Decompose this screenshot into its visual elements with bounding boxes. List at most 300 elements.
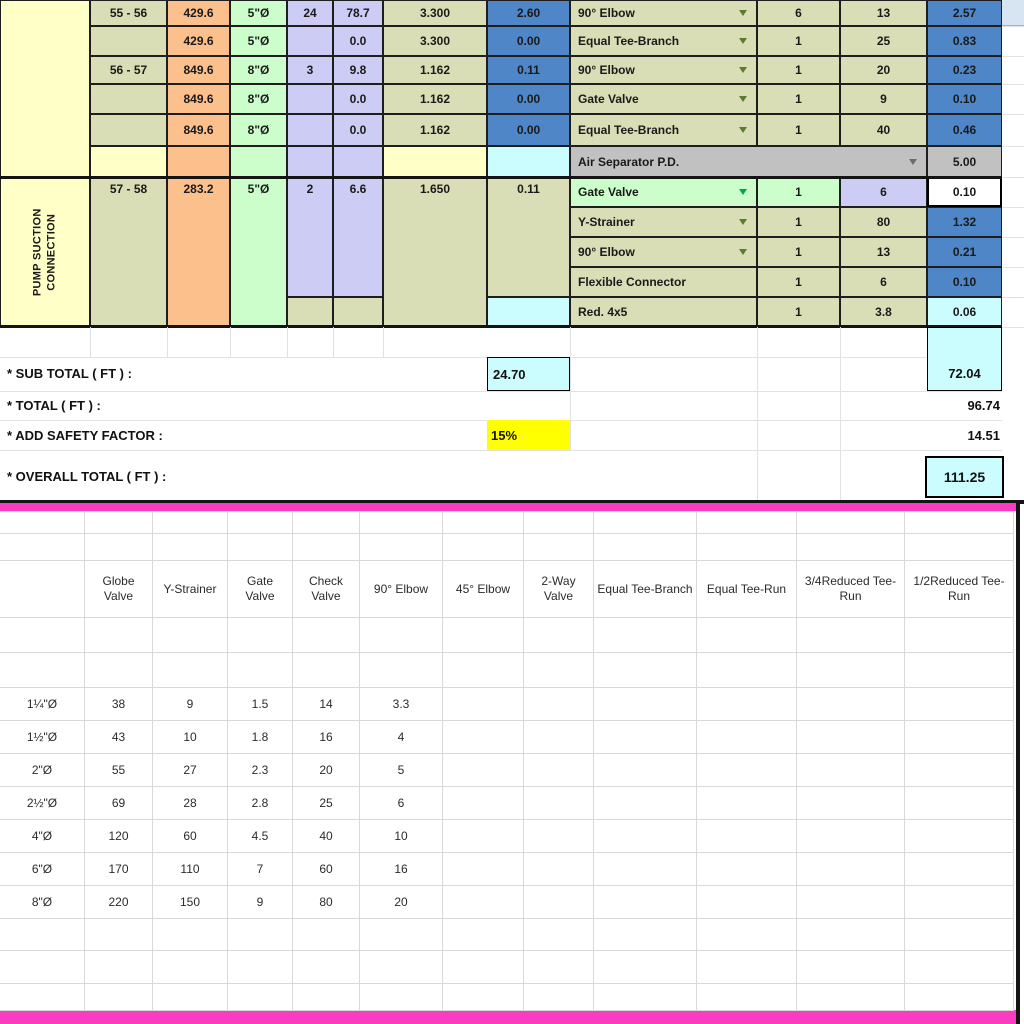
gridline — [1002, 56, 1024, 57]
value-cell[interactable]: 220 — [85, 886, 153, 919]
value-cell[interactable] — [594, 853, 697, 886]
grid-cell[interactable] — [905, 951, 1014, 984]
grid-cell[interactable] — [697, 653, 797, 688]
fitting-dropdown-cell[interactable] — [570, 237, 757, 267]
overall-total-value[interactable]: 111.25 — [925, 456, 1004, 498]
grid-cell[interactable] — [443, 653, 524, 688]
value-cell[interactable]: 170 — [85, 853, 153, 886]
grid-cell[interactable] — [797, 618, 905, 653]
pump-suction-section-cell[interactable] — [0, 177, 90, 327]
value-cell[interactable]: 110 — [153, 853, 228, 886]
value-cell[interactable] — [905, 853, 1014, 886]
value-cell[interactable] — [443, 886, 524, 919]
fitting-dropdown-cell[interactable] — [570, 0, 757, 26]
pump-node-cell[interactable]: 57 - 58 — [90, 177, 167, 327]
pump-friction-cell[interactable]: 1.650 — [383, 177, 487, 327]
section-divider — [0, 325, 1002, 328]
value-cell[interactable] — [594, 787, 697, 820]
total-value[interactable]: 96.74 — [967, 398, 1000, 413]
value-cell[interactable] — [524, 886, 594, 919]
grid-cell[interactable] — [905, 984, 1014, 1011]
value-cell[interactable] — [524, 721, 594, 754]
pump-qty-empty-cell[interactable] — [287, 297, 333, 327]
grid-cell[interactable] — [905, 919, 1014, 951]
pump-eqlen-empty-cell[interactable] — [333, 297, 383, 327]
value-cell[interactable] — [905, 754, 1014, 787]
grid-cell[interactable] — [697, 534, 797, 561]
grid-cell[interactable] — [360, 618, 443, 653]
grid-cell[interactable] — [85, 512, 153, 534]
grid-cell[interactable] — [85, 919, 153, 951]
grid-cell[interactable] — [0, 984, 85, 1011]
dropdown-arrow-icon[interactable] — [739, 219, 747, 225]
grid-cell[interactable] — [293, 919, 360, 951]
grid-cell[interactable] — [524, 618, 594, 653]
grid-cell[interactable] — [697, 618, 797, 653]
safety-added-value[interactable]: 14.51 — [967, 427, 1000, 443]
sub-total-left-value[interactable]: 24.70 — [487, 357, 570, 391]
cell-qty2[interactable]: 6 — [757, 0, 840, 26]
cell-loss2[interactable]: 0.10 — [927, 84, 1002, 114]
grid-cell[interactable] — [524, 951, 594, 984]
fitting-name: 90° Elbow — [578, 245, 635, 259]
cell-node[interactable] — [90, 146, 167, 177]
grid-cell[interactable] — [594, 618, 697, 653]
safety-factor-value[interactable]: 15% — [487, 420, 570, 450]
value-cell[interactable] — [524, 787, 594, 820]
grid-cell[interactable] — [293, 534, 360, 561]
value-cell[interactable]: 120 — [85, 820, 153, 853]
cell-qty2[interactable]: 1 — [757, 56, 840, 84]
cell-friction[interactable]: 3.300 — [383, 0, 487, 26]
cell-qty2[interactable]: 1 — [757, 267, 840, 297]
value-cell[interactable]: 38 — [85, 688, 153, 721]
cell-friction[interactable] — [383, 146, 487, 177]
cell-qty1[interactable] — [287, 114, 333, 146]
cell-size[interactable]: 5"Ø — [230, 26, 287, 56]
column-header: 1/2Reduced Tee-Run — [905, 561, 1014, 618]
cell-eqlen[interactable] — [333, 146, 383, 177]
selected-cell[interactable]: 0.10 — [927, 177, 1002, 207]
value-cell[interactable]: 25 — [293, 787, 360, 820]
grid-cell[interactable] — [228, 919, 293, 951]
grid-cell[interactable] — [443, 534, 524, 561]
cell-qty1[interactable]: 3 — [287, 56, 333, 84]
value-cell[interactable] — [524, 754, 594, 787]
air-separator-label: Air Separator P.D. — [578, 154, 680, 169]
grid-cell[interactable] — [153, 653, 228, 688]
value-cell[interactable] — [697, 886, 797, 919]
value-cell[interactable]: 5 — [360, 754, 443, 787]
grid-cell[interactable] — [905, 653, 1014, 688]
value-cell[interactable] — [797, 688, 905, 721]
cell-len1[interactable]: 0.0 — [333, 114, 383, 146]
value-cell[interactable] — [905, 886, 1014, 919]
grid-cell[interactable] — [797, 919, 905, 951]
grid-cell[interactable] — [153, 951, 228, 984]
value-cell[interactable] — [594, 721, 697, 754]
grid-cell[interactable] — [293, 618, 360, 653]
value-cell[interactable]: 7 — [228, 853, 293, 886]
grid-cell[interactable] — [153, 984, 228, 1011]
fitting-dropdown-cell[interactable] — [570, 207, 757, 237]
grid-cell[interactable] — [360, 512, 443, 534]
calc-sheet — [0, 0, 1002, 327]
value-cell[interactable]: 1.5 — [228, 688, 293, 721]
grid-cell[interactable] — [228, 984, 293, 1011]
grid-cell[interactable] — [443, 618, 524, 653]
grid-cell[interactable] — [228, 618, 293, 653]
pump-size-cell[interactable]: 5"Ø — [230, 177, 287, 327]
cell-qty2[interactable]: 1 — [757, 114, 840, 146]
grid-cell[interactable] — [85, 534, 153, 561]
value-cell[interactable] — [594, 820, 697, 853]
gridline — [1002, 327, 1024, 328]
cell-size[interactable]: 8"Ø — [230, 114, 287, 146]
grid-cell[interactable] — [524, 534, 594, 561]
cell-eqlen2[interactable]: 6 — [840, 177, 927, 207]
air-separator-cell[interactable] — [570, 146, 927, 177]
value-cell[interactable]: 60 — [153, 820, 228, 853]
cell-friction[interactable]: 1.162 — [383, 84, 487, 114]
fitting-dropdown-cell[interactable] — [570, 84, 757, 114]
cell-eqlen2[interactable]: 80 — [840, 207, 927, 237]
cell-loss1[interactable]: 0.00 — [487, 26, 570, 56]
value-cell[interactable]: 14 — [293, 688, 360, 721]
cell-loss2[interactable]: 0.23 — [927, 56, 1002, 84]
grid-cell[interactable] — [797, 512, 905, 534]
cell-len1[interactable]: 0.0 — [333, 26, 383, 56]
cell-node[interactable] — [90, 114, 167, 146]
cell-friction[interactable]: 1.162 — [383, 56, 487, 84]
value-cell[interactable] — [524, 688, 594, 721]
grid-cell[interactable] — [0, 919, 85, 951]
value-cell[interactable]: 9 — [228, 886, 293, 919]
fitting-dropdown-cell[interactable] — [570, 114, 757, 146]
grid-cell[interactable] — [0, 561, 85, 618]
value-cell[interactable] — [524, 820, 594, 853]
cell-eqlen2[interactable]: 3.8 — [840, 297, 927, 327]
total-label: * TOTAL ( FT ) : — [7, 398, 101, 413]
value-cell[interactable]: 4 — [360, 721, 443, 754]
cell-qty2[interactable]: 1 — [757, 84, 840, 114]
dropdown-arrow-icon[interactable] — [739, 96, 747, 102]
value-cell[interactable]: 40 — [293, 820, 360, 853]
value-cell[interactable] — [797, 754, 905, 787]
value-cell[interactable]: 55 — [85, 754, 153, 787]
grid-cell[interactable] — [228, 653, 293, 688]
sub-total-right-value[interactable]: 72.04 — [927, 327, 1002, 391]
cell-flow[interactable]: 849.6 — [167, 114, 230, 146]
cell-flow[interactable]: 849.6 — [167, 56, 230, 84]
grid-cell[interactable] — [360, 984, 443, 1011]
separator-bar-top — [0, 503, 1017, 511]
grid-cell[interactable] — [797, 984, 905, 1011]
column-header: Equal Tee-Run — [697, 561, 797, 618]
cell-loss2[interactable]: 0.83 — [927, 26, 1002, 56]
gridline — [1002, 237, 1024, 238]
grid-cell[interactable] — [697, 512, 797, 534]
grid-cell[interactable] — [85, 984, 153, 1011]
grid-cell[interactable] — [443, 919, 524, 951]
grid-cell[interactable] — [443, 951, 524, 984]
grid-cell[interactable] — [524, 653, 594, 688]
dropdown-arrow-icon[interactable] — [739, 127, 747, 133]
grid-cell[interactable] — [0, 653, 85, 688]
cell-qty2[interactable]: 1 — [757, 26, 840, 56]
value-cell[interactable]: 60 — [293, 853, 360, 886]
grid-cell[interactable] — [360, 919, 443, 951]
value-cell[interactable]: 80 — [293, 886, 360, 919]
cell-qty2[interactable]: 1 — [757, 207, 840, 237]
cell-node[interactable] — [90, 26, 167, 56]
grid-cell[interactable] — [153, 618, 228, 653]
cell-flow[interactable]: 429.6 — [167, 26, 230, 56]
grid-cell[interactable] — [293, 984, 360, 1011]
value-cell[interactable]: 150 — [153, 886, 228, 919]
grid-cell[interactable] — [905, 534, 1014, 561]
value-cell[interactable] — [797, 787, 905, 820]
row-label: 6"Ø — [0, 853, 85, 886]
grid-cell[interactable] — [293, 512, 360, 534]
pump-loss-cell[interactable]: 0.11 — [487, 177, 570, 297]
value-cell[interactable]: 43 — [85, 721, 153, 754]
cell-friction[interactable]: 1.162 — [383, 114, 487, 146]
cell-eqlen2[interactable]: 13 — [840, 237, 927, 267]
value-cell[interactable]: 2.3 — [228, 754, 293, 787]
value-cell[interactable]: 69 — [85, 787, 153, 820]
grid-cell[interactable] — [594, 951, 697, 984]
dropdown-arrow-icon[interactable] — [739, 10, 747, 16]
pump-flow-cell[interactable]: 283.2 — [167, 177, 230, 327]
cell-loss1[interactable]: 0.00 — [487, 84, 570, 114]
value-cell[interactable] — [443, 820, 524, 853]
cell-loss[interactable] — [487, 146, 570, 177]
grid-cell[interactable] — [228, 534, 293, 561]
cell-friction[interactable]: 3.300 — [383, 26, 487, 56]
cell-node[interactable] — [90, 84, 167, 114]
value-cell[interactable]: 27 — [153, 754, 228, 787]
value-cell[interactable]: 6 — [360, 787, 443, 820]
dropdown-arrow-icon[interactable] — [909, 159, 917, 165]
cell-eqlen2[interactable]: 40 — [840, 114, 927, 146]
fitting-dropdown-cell[interactable] — [570, 26, 757, 56]
cell-flow[interactable] — [167, 146, 230, 177]
grid-cell[interactable] — [443, 984, 524, 1011]
gridline — [1002, 114, 1024, 115]
cell-loss2[interactable]: 2.57 — [927, 0, 1002, 26]
grid-cell[interactable] — [797, 534, 905, 561]
value-cell[interactable] — [797, 853, 905, 886]
fitting-dropdown-cell[interactable] — [570, 267, 757, 297]
value-cell[interactable] — [443, 787, 524, 820]
gridline — [1002, 84, 1024, 85]
cell-size[interactable] — [230, 146, 287, 177]
cell-len1[interactable]: 78.7 — [333, 0, 383, 26]
value-cell[interactable]: 3.3 — [360, 688, 443, 721]
value-cell[interactable]: 9 — [153, 688, 228, 721]
row-label: 1¼"Ø — [0, 688, 85, 721]
grid-cell[interactable] — [905, 512, 1014, 534]
pump-loss-empty-cell[interactable] — [487, 297, 570, 327]
grid-cell[interactable] — [0, 618, 85, 653]
value-cell[interactable]: 20 — [360, 886, 443, 919]
row-label: 4"Ø — [0, 820, 85, 853]
grid-cell[interactable] — [797, 951, 905, 984]
cell-eqlen2[interactable]: 25 — [840, 26, 927, 56]
cell-loss2[interactable]: 0.46 — [927, 114, 1002, 146]
value-cell[interactable] — [697, 754, 797, 787]
grid-cell[interactable] — [697, 951, 797, 984]
grid-cell[interactable] — [524, 512, 594, 534]
dropdown-arrow-icon[interactable] — [739, 38, 747, 44]
value-cell[interactable]: 28 — [153, 787, 228, 820]
cell-size[interactable]: 8"Ø — [230, 56, 287, 84]
value-cell[interactable] — [797, 820, 905, 853]
fitting-dropdown-cell[interactable] — [570, 56, 757, 84]
cell-loss2[interactable]: 0.10 — [927, 267, 1002, 297]
value-cell[interactable] — [905, 721, 1014, 754]
value-cell[interactable] — [905, 820, 1014, 853]
value-cell[interactable] — [905, 688, 1014, 721]
column-header: 45° Elbow — [443, 561, 524, 618]
grid-cell[interactable] — [85, 951, 153, 984]
value-cell[interactable] — [443, 721, 524, 754]
cell-loss1[interactable]: 0.11 — [487, 56, 570, 84]
grid-cell[interactable] — [85, 618, 153, 653]
cell-loss2[interactable]: 0.21 — [927, 237, 1002, 267]
value-cell[interactable]: 16 — [293, 721, 360, 754]
column-header: Gate Valve — [228, 561, 293, 618]
grid-cell[interactable] — [594, 919, 697, 951]
grid-cell[interactable] — [228, 512, 293, 534]
grid-cell[interactable] — [153, 534, 228, 561]
value-cell[interactable] — [443, 754, 524, 787]
cell-eqlen2[interactable]: 20 — [840, 56, 927, 84]
grid-cell[interactable] — [85, 653, 153, 688]
dropdown-arrow-icon[interactable] — [739, 189, 747, 195]
air-separator-value[interactable]: 5.00 — [927, 146, 1002, 177]
grid-cell[interactable] — [0, 512, 85, 534]
value-cell[interactable] — [797, 886, 905, 919]
value-cell[interactable]: 1.8 — [228, 721, 293, 754]
cell-qty1[interactable] — [287, 84, 333, 114]
grid-cell[interactable] — [153, 919, 228, 951]
value-cell[interactable] — [797, 721, 905, 754]
value-cell[interactable]: 16 — [360, 853, 443, 886]
value-cell[interactable] — [524, 853, 594, 886]
grid-cell[interactable] — [524, 984, 594, 1011]
cell-node[interactable]: 55 - 56 — [90, 0, 167, 26]
grid-cell[interactable] — [905, 618, 1014, 653]
value-cell[interactable]: 4.5 — [228, 820, 293, 853]
grid-cell[interactable] — [293, 951, 360, 984]
sub-total-label: * SUB TOTAL ( FT ) : — [7, 366, 132, 381]
grid-cell[interactable] — [360, 653, 443, 688]
section-label-cell[interactable] — [0, 0, 90, 177]
value-cell[interactable]: 2.8 — [228, 787, 293, 820]
cell-flow[interactable]: 429.6 — [167, 0, 230, 26]
value-cell[interactable] — [594, 754, 697, 787]
grid-cell[interactable] — [360, 951, 443, 984]
pump-eqlen-cell[interactable]: 6.6 — [333, 177, 383, 297]
cell-qty2[interactable]: 1 — [757, 177, 840, 207]
value-cell[interactable] — [697, 787, 797, 820]
value-cell[interactable] — [697, 688, 797, 721]
cell-qty[interactable] — [287, 146, 333, 177]
fitting-dropdown-cell[interactable] — [570, 177, 757, 207]
grid-cell[interactable] — [697, 984, 797, 1011]
value-cell[interactable]: 10 — [153, 721, 228, 754]
cell-node[interactable]: 56 - 57 — [90, 56, 167, 84]
grid-cell[interactable] — [153, 512, 228, 534]
value-cell[interactable] — [697, 820, 797, 853]
grid-cell[interactable] — [524, 919, 594, 951]
grid-cell[interactable] — [0, 951, 85, 984]
value-cell[interactable] — [594, 886, 697, 919]
grid-cell[interactable] — [797, 653, 905, 688]
dropdown-arrow-icon[interactable] — [739, 67, 747, 73]
value-cell[interactable]: 10 — [360, 820, 443, 853]
value-cell[interactable] — [697, 721, 797, 754]
value-cell[interactable] — [594, 688, 697, 721]
grid-cell[interactable] — [443, 512, 524, 534]
fitting-name: Gate Valve — [578, 185, 639, 199]
cell-loss2[interactable]: 0.06 — [927, 297, 1002, 327]
grid-cell[interactable] — [594, 534, 697, 561]
cell-qty2[interactable]: 1 — [757, 237, 840, 267]
adjacent-cell[interactable] — [1002, 0, 1024, 26]
cell-qty2[interactable]: 1 — [757, 297, 840, 327]
value-cell[interactable]: 20 — [293, 754, 360, 787]
cell-eqlen2[interactable]: 6 — [840, 267, 927, 297]
cell-len1[interactable]: 9.8 — [333, 56, 383, 84]
cell-eqlen2[interactable]: 9 — [840, 84, 927, 114]
value-cell[interactable] — [697, 853, 797, 886]
value-cell[interactable] — [443, 688, 524, 721]
gridline — [1002, 146, 1024, 147]
gridline — [1002, 207, 1024, 208]
grid-cell[interactable] — [0, 534, 85, 561]
cell-eqlen2[interactable]: 13 — [840, 0, 927, 26]
cell-qty1[interactable] — [287, 26, 333, 56]
cell-size[interactable]: 5"Ø — [230, 0, 287, 26]
fitting-dropdown-cell[interactable] — [570, 297, 757, 327]
cell-size[interactable]: 8"Ø — [230, 84, 287, 114]
gridline — [1002, 177, 1024, 178]
grid-cell[interactable] — [697, 919, 797, 951]
cell-loss1[interactable]: 2.60 — [487, 0, 570, 26]
value-cell[interactable] — [443, 853, 524, 886]
grid-cell[interactable] — [293, 653, 360, 688]
grid-cell[interactable] — [360, 534, 443, 561]
cell-len1[interactable]: 0.0 — [333, 84, 383, 114]
cell-loss2[interactable]: 1.32 — [927, 207, 1002, 237]
cell-qty1[interactable]: 24 — [287, 0, 333, 26]
cell-loss1[interactable]: 0.00 — [487, 114, 570, 146]
section-divider — [0, 176, 1002, 179]
dropdown-arrow-icon[interactable] — [739, 249, 747, 255]
pump-qty-cell[interactable]: 2 — [287, 177, 333, 297]
cell-flow[interactable]: 849.6 — [167, 84, 230, 114]
grid-cell[interactable] — [228, 951, 293, 984]
grid-cell[interactable] — [594, 984, 697, 1011]
grid-cell[interactable] — [594, 653, 697, 688]
grid-cell[interactable] — [594, 512, 697, 534]
value-cell[interactable] — [905, 787, 1014, 820]
fitting-name: Flexible Connector — [578, 275, 687, 289]
column-header: Globe Valve — [85, 561, 153, 618]
